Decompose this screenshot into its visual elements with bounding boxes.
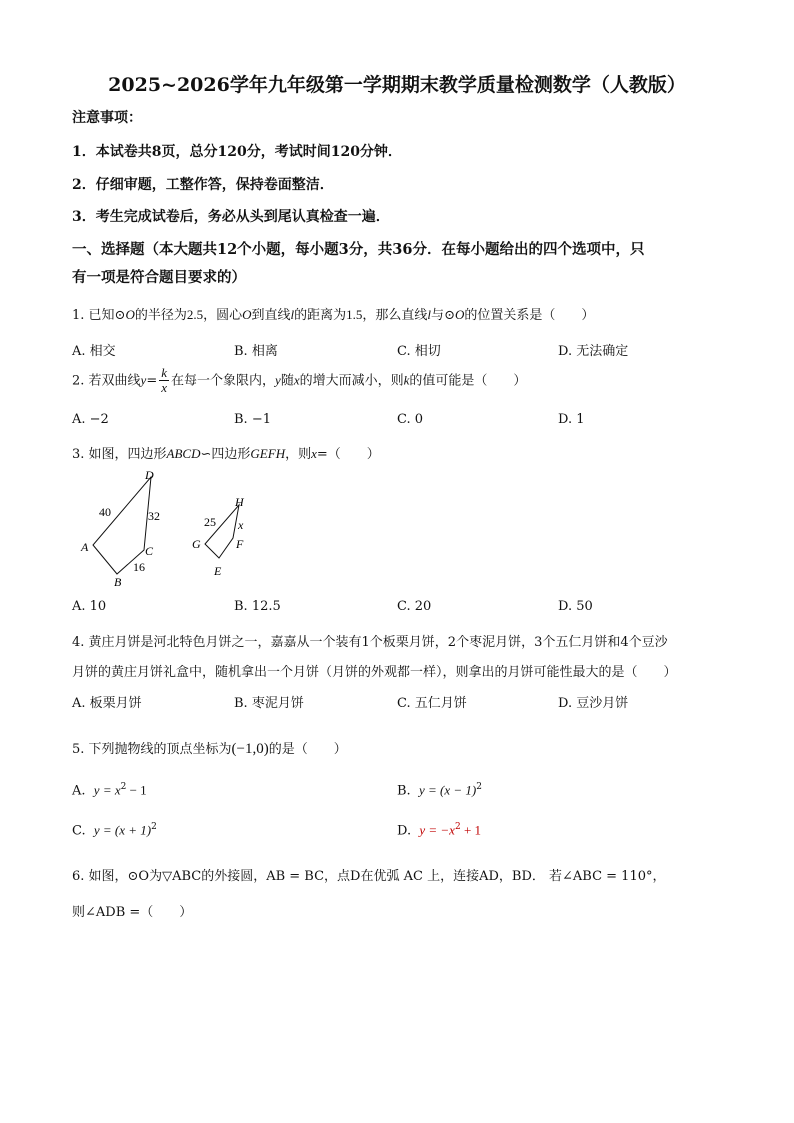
- question-6: 6. 如图，⊙O为▽ABC的外接圆，AB = BC，点D在优弧 AC 上，连接AD，BD． 若∠ABC = 110°，: [72, 869, 666, 884]
- option-b: B. 相离: [234, 344, 278, 359]
- notice-item: 3．考生完成试卷后，务必从头到尾认真检查一遍．: [72, 209, 390, 225]
- question-1: 1. 已知⊙O的半径为2.5，圆心O到直线l的距离为1.5，那么直线l与⊙O的位置关系是（ ）: [72, 307, 595, 323]
- label-h: H: [235, 495, 244, 509]
- length-32: 32: [148, 509, 160, 523]
- label-f: F: [236, 537, 244, 551]
- label-a: A: [81, 540, 89, 554]
- option-c: C. 相切: [397, 344, 441, 359]
- option-d: D. 无法确定: [558, 344, 629, 359]
- label-c: C: [145, 544, 154, 558]
- option-d: D. 豆沙月饼: [558, 696, 629, 711]
- option-a: A. −2: [72, 412, 109, 427]
- fraction: $\frac{k}{x}$: [161, 365, 168, 396]
- option-c: C. $y = (x + 1)^2$: [72, 822, 157, 839]
- length-25: 25: [204, 515, 216, 529]
- option-a: A. $y = x^2 - 1$: [72, 782, 147, 799]
- section-heading-cont: 有一项是符合题目要求的）: [72, 269, 246, 286]
- option-c: C. 20: [397, 599, 432, 614]
- length-x: x: [238, 518, 244, 532]
- label-g: G: [192, 537, 201, 551]
- option-d: D. $y = -x^2 + 1$: [397, 822, 482, 839]
- option-b: B. 12.5: [234, 599, 281, 614]
- quadrilateral-gefh: [205, 505, 239, 558]
- option-a: A. 10: [72, 599, 107, 614]
- option-b: B. 枣泥月饼: [234, 696, 304, 711]
- label-b: B: [114, 575, 122, 589]
- label-d: D: [145, 468, 154, 482]
- vertex-coordinate: (−1,0): [231, 741, 269, 757]
- question-5: 5. 下列抛物线的顶点坐标为(−1,0)的是（ ）: [72, 741, 347, 757]
- question-4-cont: 月饼的黄庄月饼礼盒中，随机拿出一个月饼（月饼的外观都一样），则拿出的月饼可能性最大的是（ ）: [72, 665, 677, 680]
- option-c: C. 五仁月饼: [397, 696, 467, 711]
- circle-symbol: ⊙O: [444, 307, 465, 322]
- option-a: A. 相交: [72, 344, 116, 359]
- option-b: B. −1: [234, 412, 271, 427]
- notice-heading: 注意事项：: [72, 110, 142, 126]
- question-6-cont: 则∠ADB =（ ）: [72, 905, 193, 920]
- notice-item: 1．本试卷共8页，总分120分，考试时间120分钟．: [72, 144, 402, 160]
- option-c: C. 0: [397, 412, 424, 427]
- length-16: 16: [133, 560, 145, 574]
- length-40: 40: [99, 505, 111, 519]
- option-a: A. 板栗月饼: [72, 696, 142, 711]
- question-3: 3. 如图，四边形ABCD∽四边形GEFH，则x=（ ）: [72, 446, 380, 462]
- section-heading: 一、选择题（本大题共12个小题，每小题3分，共36分．在每小题给出的四个选项中，只: [72, 241, 645, 258]
- question-4: 4. 黄庄月饼是河北特色月饼之一，嘉嘉从一个装有1个板栗月饼，2个枣泥月饼，3个五仁月饼和4个豆沙: [72, 635, 668, 650]
- option-d: D. 1: [558, 412, 585, 427]
- question-2: 2. 若双曲线y= $\frac{k}{x}$ 在每一个象限内，y随x的增大而减小，则k的值可能是（ ）: [72, 365, 527, 396]
- option-d: D. 50: [558, 599, 593, 614]
- notice-item: 2．仔细审题，工整作答，保持卷面整洁．: [72, 177, 334, 193]
- circle-symbol: ⊙O: [114, 307, 135, 322]
- exam-title: 2025~2026学年九年级第一学期期末教学质量检测数学（人教版）: [108, 74, 686, 96]
- option-b: B. $y = (x - 1)^2$: [397, 782, 482, 799]
- quadrilateral-figure: [72, 465, 272, 590]
- label-e: E: [214, 564, 222, 578]
